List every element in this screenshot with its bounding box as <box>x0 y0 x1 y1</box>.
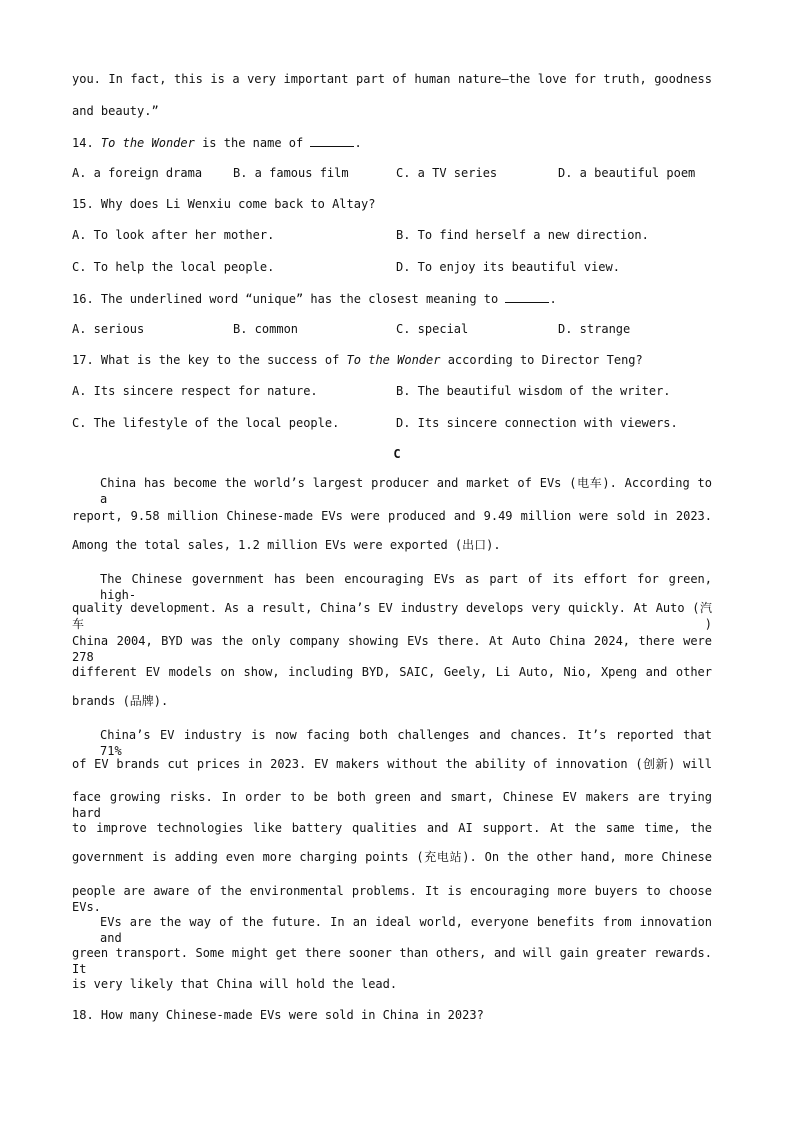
option-c: C. To help the local people. <box>72 260 275 274</box>
question-18: 18. How many Chinese-made EVs were sold in China in 2023? <box>72 1008 484 1022</box>
option-a: A. Its sincere respect for nature. <box>72 384 318 398</box>
option-a: A. a foreign drama <box>72 166 203 180</box>
question-17: 17. What is the key to the success of To the Wonder according to Director Teng? <box>72 353 643 367</box>
option-b: B. To find herself a new direction. <box>396 228 649 242</box>
option-d: D. strange <box>558 322 631 336</box>
paragraph-3-line: to improve technologies like battery qualities and AI support. At the same time, the <box>72 821 712 835</box>
paragraph-2-line: The Chinese government has been encouraging EVs as part of its effort for green, high- <box>100 572 712 602</box>
option-c: C. special <box>396 322 469 336</box>
answer-blank <box>505 290 549 303</box>
paragraph-4-line: is very likely that China will hold the lead. <box>72 977 398 991</box>
option-d: D. To enjoy its beautiful view. <box>396 260 620 274</box>
paragraph-1-line: report, 9.58 million Chinese-made EVs were produced and 9.49 million were sold in 2023. <box>72 509 712 523</box>
option-d: D. Its sincere connection with viewers. <box>396 416 678 430</box>
paragraph-2-line: China 2004, BYD was the only company showing EVs there. At Auto China 2024, there were 278 <box>72 634 712 664</box>
paragraph-1-line: China has become the world’s largest producer and market of EVs (电车). According to a <box>100 476 712 506</box>
paragraph-1-line: Among the total sales, 1.2 million EVs were exported (出口). <box>72 538 501 552</box>
question-14: 14. To the Wonder is the name of . <box>72 136 362 150</box>
question-16: 16. The underlined word “unique” has the closest meaning to . <box>72 292 557 306</box>
paragraph-3-line: China’s EV industry is now facing both challenges and chances. It’s reported that 71% <box>100 728 712 758</box>
paragraph-3-line: government is adding even more charging points (充电站). On the other hand, more Chinese <box>72 850 712 864</box>
option-b: B. common <box>233 322 299 336</box>
paragraph-3-line: of EV brands cut prices in 2023. EV makers without the ability of innovation (创新) will <box>72 757 712 771</box>
option-c: C. a TV series <box>396 166 498 180</box>
paragraph-3-line: people are aware of the environmental problems. It is encouraging more buyers to choose EVs. <box>72 884 712 914</box>
option-a: A. To look after her mother. <box>72 228 275 242</box>
option-a: A. serious <box>72 322 145 336</box>
paragraph-2-line: different EV models on show, including BYD, SAIC, Geely, Li Auto, Nio, Xpeng and other <box>72 665 712 679</box>
option-b: B. a famous film <box>233 166 349 180</box>
film-title: To the Wonder <box>346 353 441 367</box>
option-b: B. The beautiful wisdom of the writer. <box>396 384 671 398</box>
paragraph-3-line: face growing risks. In order to be both green and smart, Chinese EV makers are trying hard <box>72 790 712 820</box>
option-d: D. a beautiful poem <box>558 166 696 180</box>
question-15: 15. Why does Li Wenxiu come back to Altay? <box>72 197 376 211</box>
paragraph-2-line: quality development. As a result, China’s EV industry develops very quickly. At Auto (汽车) <box>72 601 712 631</box>
paragraph-2-line: brands (品牌). <box>72 694 169 708</box>
passage-line: you. In fact, this is a very important part of human nature—the love for truth, goodness <box>72 72 712 86</box>
film-title: To the Wonder <box>100 136 195 150</box>
section-heading: C <box>393 447 401 461</box>
paragraph-4-line: EVs are the way of the future. In an ideal world, everyone benefits from innovation and <box>100 915 712 945</box>
answer-blank <box>310 134 354 147</box>
option-c: C. The lifestyle of the local people. <box>72 416 340 430</box>
paragraph-4-line: green transport. Some might get there sooner than others, and will gain greater rewards. It <box>72 946 712 976</box>
passage-line: and beauty.” <box>72 104 159 118</box>
